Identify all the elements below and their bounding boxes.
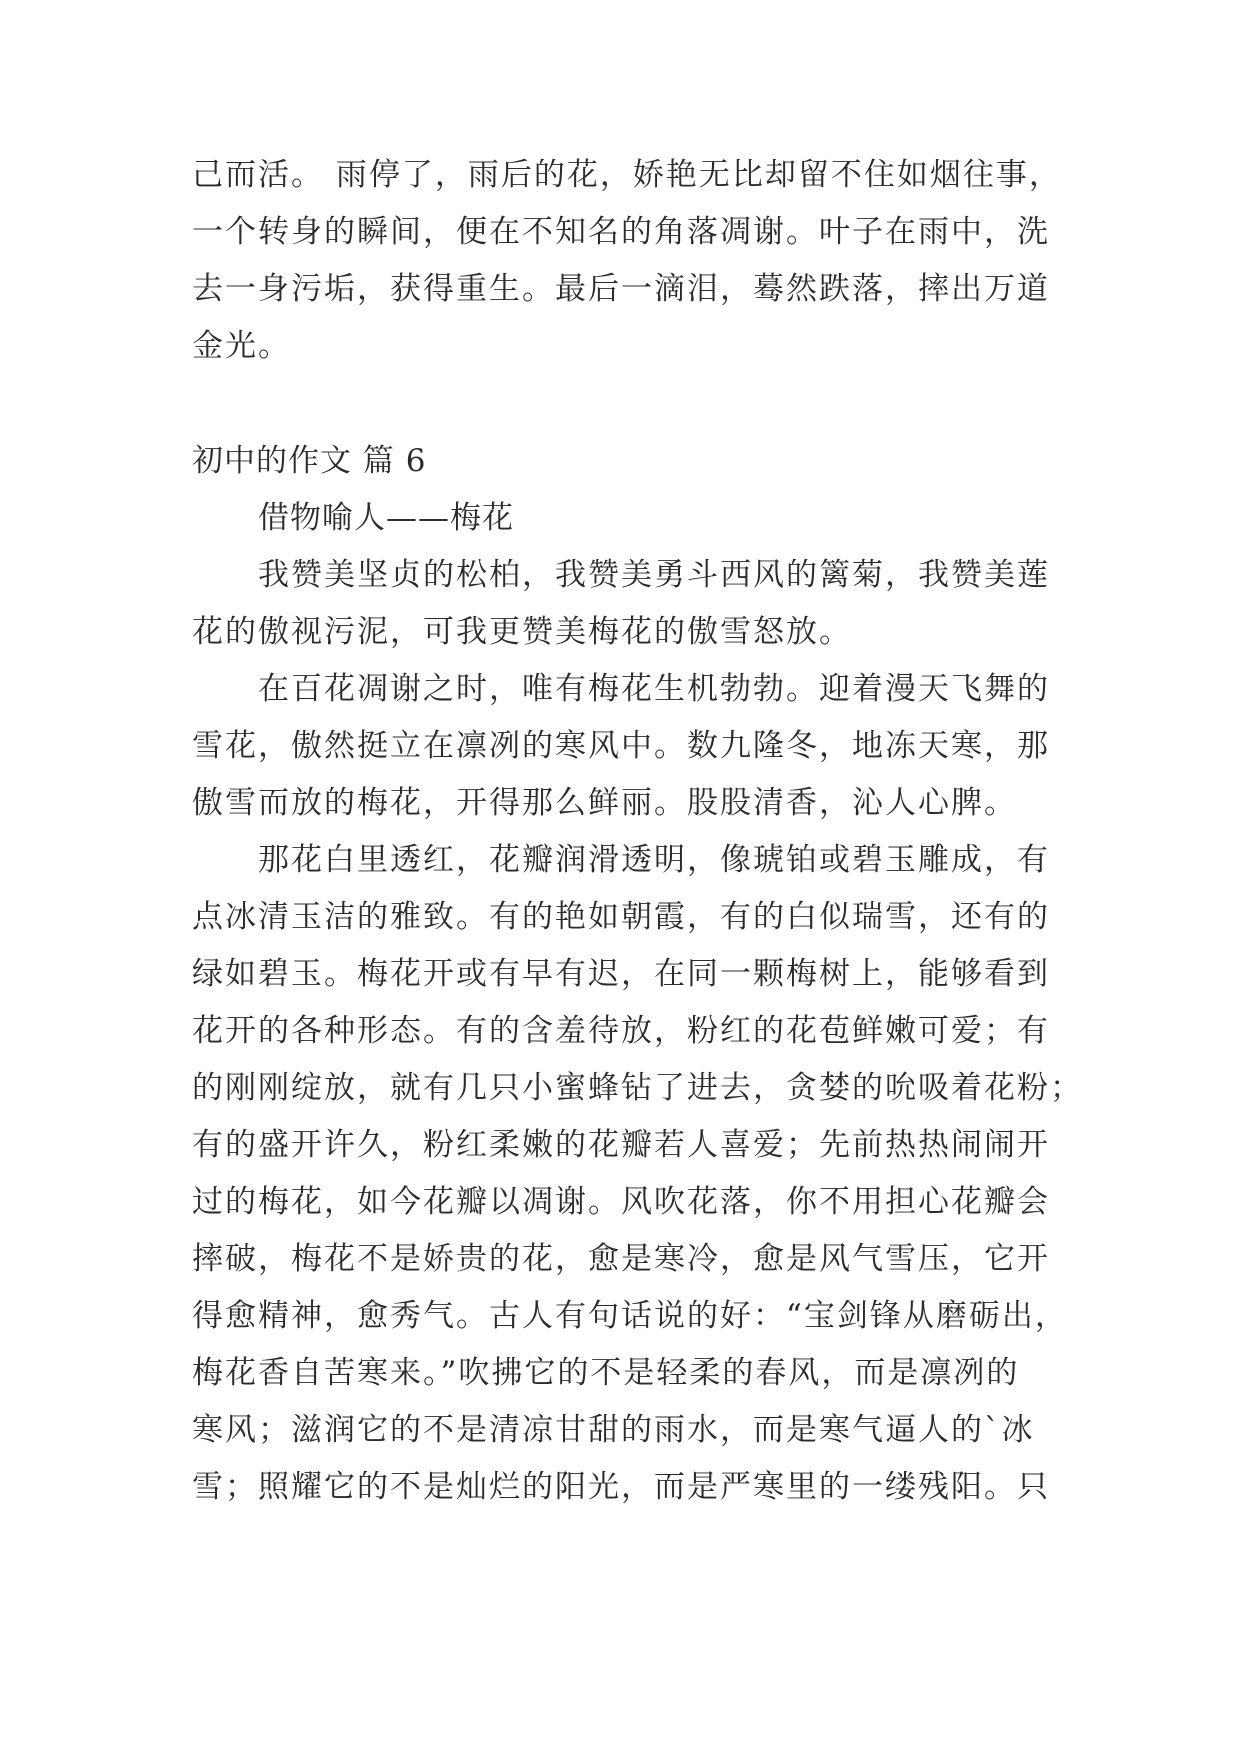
body-text-line: 得愈精神，愈秀气。古人有句话说的好：“宝剑锋从磨砺出， [192, 1298, 1068, 1334]
body-text-line: 的刚刚绽放，就有几只小蜜蜂钻了进去，贪婪的吮吸着花粉； [192, 1070, 1083, 1106]
body-text-line: 梅花香自苦寒来。”吹拂它的不是轻柔的春风，而是凛冽的 [192, 1355, 1020, 1391]
body-text-line: 金光。 [192, 328, 291, 364]
body-text-line: 去一身污垢，获得重生。最后一滴泪，蓦然跌落，摔出万道 [192, 271, 1050, 307]
body-text-line: 傲雪而放的梅花，开得那么鲜丽。股股清香，沁人心脾。 [192, 785, 1017, 821]
body-text-line: 一个转身的瞬间，便在不知名的角落凋谢。叶子在雨中，洗 [192, 214, 1050, 250]
body-text-line: 寒风；滋润它的不是清凉甘甜的雨水，而是寒气逼人的`冰 [192, 1412, 1035, 1448]
article-title: 借物喻人——梅花 [258, 500, 514, 536]
body-text-line: 那花白里透红，花瓣润滑透明，像琥铂或碧玉雕成，有 [258, 842, 1050, 878]
body-text-line: 己而活。 雨停了，雨后的花，娇艳无比却留不住如烟往事， [192, 157, 1062, 193]
body-text-line: 绿如碧玉。梅花开或有早有迟，在同一颗梅树上，能够看到 [192, 956, 1050, 992]
body-text-line: 雪花，傲然挺立在凛冽的寒风中。数九隆冬，地冻天寒，那 [192, 728, 1050, 764]
body-text-line: 点冰清玉洁的雅致。有的艳如朝霞，有的白似瑞雪，还有的 [192, 899, 1050, 935]
body-text-line: 在百花凋谢之时，唯有梅花生机勃勃。迎着漫天飞舞的 [258, 671, 1050, 707]
body-text-line: 我赞美坚贞的松柏，我赞美勇斗西风的篱菊，我赞美莲 [258, 557, 1050, 593]
body-text-line: 花的傲视污泥，可我更赞美梅花的傲雪怒放。 [192, 614, 852, 650]
body-text-line: 有的盛开许久，粉红柔嫩的花瓣若人喜爱；先前热热闹闹开 [192, 1127, 1050, 1163]
body-text-line: 过的梅花，如今花瓣以凋谢。风吹花落，你不用担心花瓣会 [192, 1184, 1050, 1220]
body-text-line: 摔破，梅花不是娇贵的花，愈是寒冷，愈是风气雪压，它开 [192, 1241, 1050, 1277]
body-text-line: 雪；照耀它的不是灿烂的阳光，而是严寒里的一缕残阳。只 [192, 1469, 1050, 1505]
section-heading: 初中的作文 篇 6 [192, 443, 427, 479]
body-text-line: 花开的各种形态。有的含羞待放，粉红的花苞鲜嫩可爱；有 [192, 1013, 1050, 1049]
